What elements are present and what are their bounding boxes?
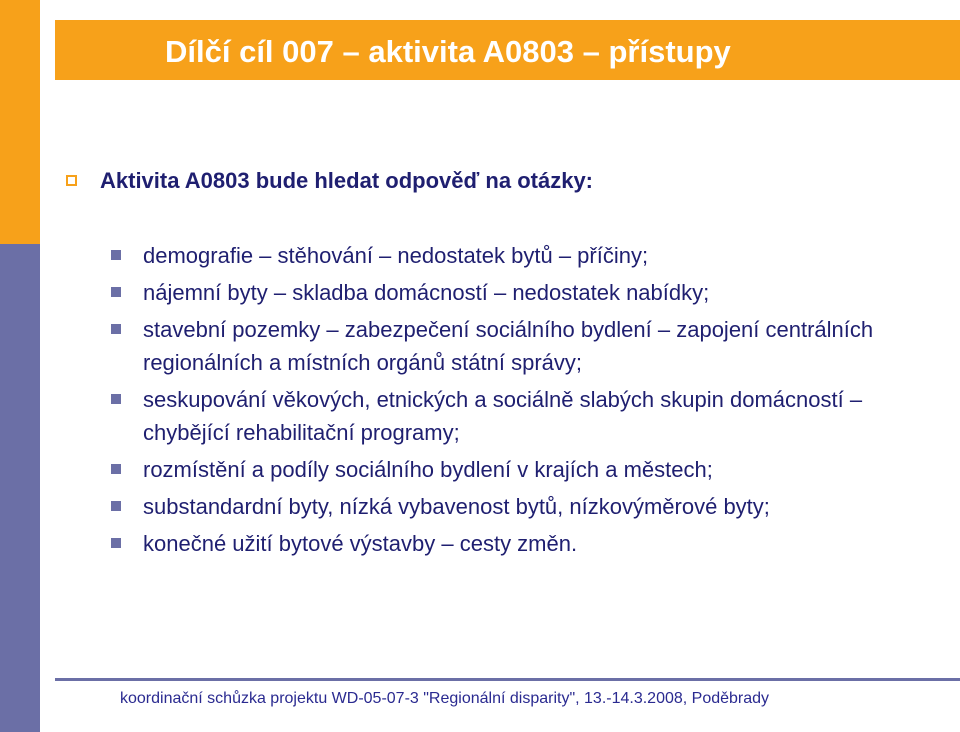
square-bullet-icon: [111, 464, 121, 474]
sub-bullet-list: [108, 239, 938, 564]
hollow-square-bullet-icon: [66, 175, 77, 186]
list-item-text: rozmístění a podíly sociálního bydlení v krajích a městech;: [143, 457, 713, 482]
square-bullet-icon: [111, 250, 121, 260]
list-item-text: substandardní byty, nízká vybavenost bytů, nízkovýměrové byty;: [143, 494, 770, 519]
list-item: [108, 313, 938, 379]
list-item: [108, 383, 938, 449]
square-bullet-icon: [111, 324, 121, 334]
square-bullet-icon: [111, 287, 121, 297]
list-item-text: konečné užití bytové výstavby – cesty změn.: [143, 531, 578, 556]
list-item: [108, 527, 938, 560]
square-bullet-icon: [111, 538, 121, 548]
square-bullet-icon: [111, 501, 121, 511]
list-item-text: seskupování věkových, etnických a sociálně slabých skupin domácností – chybějící rehabilitační programy;: [143, 387, 863, 445]
left-band-orange: [0, 0, 40, 244]
footer-divider: [55, 678, 960, 681]
slide-title: Dílčí cíl 007 – aktivita A0803 – přístupy: [165, 34, 731, 69]
main-heading: Aktivita A0803 bude hledat odpověď na otázky:: [100, 168, 594, 193]
footer-text: koordinační schůzka projektu WD-05-07-3 "Regionální disparity", 13.-14.3.2008, Poděbrady: [120, 690, 770, 707]
list-item: [108, 276, 938, 309]
list-item-text: demografie – stěhování – nedostatek bytů – příčiny;: [143, 243, 649, 268]
square-bullet-icon: [111, 394, 121, 404]
list-item: [108, 239, 938, 272]
list-item-text: stavební pozemky – zabezpečení sociálního bydlení – zapojení centrálních regionálních a místních orgánů státní správy;: [143, 317, 874, 375]
list-item: [108, 490, 938, 523]
left-band-blue: [0, 244, 40, 732]
list-item-text: nájemní byty – skladba domácností – nedostatek nabídky;: [143, 280, 710, 305]
list-item: [108, 453, 938, 486]
